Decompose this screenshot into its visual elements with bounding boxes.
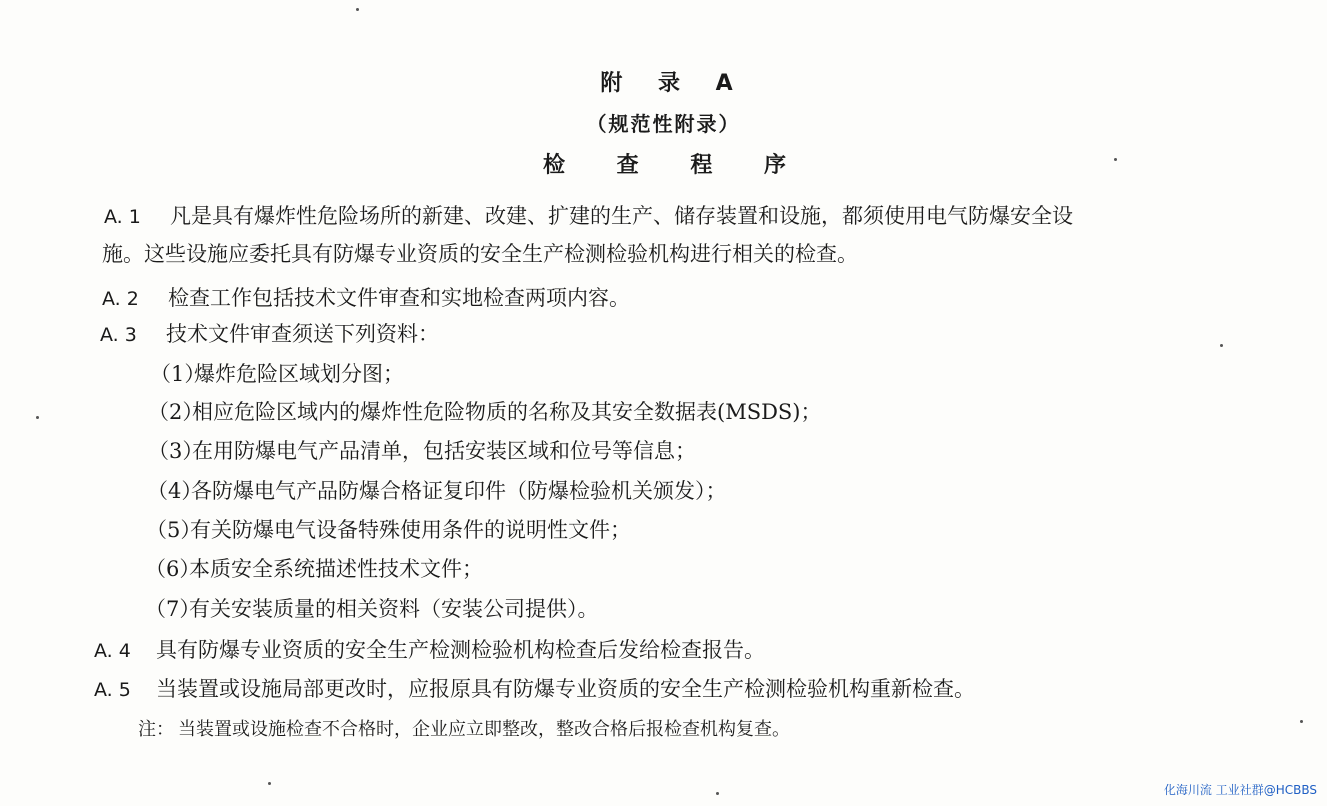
- scan-speck: [1114, 158, 1117, 161]
- clause-number: A. 4: [94, 640, 131, 662]
- list-item: [145, 555, 483, 583]
- clause-a1-line2: 施。这些设施应委托具有防爆专业资质的安全生产检测检验机构进行相关的检查。: [102, 242, 858, 266]
- list-item: [148, 398, 822, 426]
- item-number: （1）: [150, 362, 206, 386]
- clause-a5: [94, 675, 975, 704]
- note-text: 当装置或设施检查不合格时，企业应立即整改，整改合格后报检查机构复查。: [178, 719, 790, 740]
- clause-text: 具有防爆专业资质的安全生产检测检验机构检查后发给检查报告。: [156, 638, 765, 662]
- clause-a4: [94, 636, 765, 665]
- item-text: 各防爆电气产品防爆合格证复印件（防爆检验机关颁发）；: [191, 479, 727, 503]
- item-text: 本质安全系统描述性技术文件；: [189, 557, 483, 581]
- clause-a2: [102, 284, 630, 313]
- item-number: （6）: [145, 557, 201, 581]
- scan-speck: [1220, 344, 1223, 347]
- clause-a3: [100, 320, 439, 349]
- list-item: [148, 437, 696, 465]
- list-item: [150, 360, 404, 388]
- item-number: （3）: [148, 439, 204, 463]
- clause-text: 技术文件审查须送下列资料：: [166, 322, 439, 346]
- scan-speck: [36, 416, 39, 419]
- item-number: （5）: [146, 518, 202, 542]
- item-text: 相应危险区域内的爆炸性危险物质的名称及其安全数据表(MSDS)；: [192, 400, 822, 424]
- item-text: 有关安装质量的相关资料（安装公司提供）。: [189, 597, 599, 621]
- appendix-type: （规范性附录）: [586, 112, 741, 136]
- clause-a1-line1: [104, 202, 1073, 231]
- scan-speck: [356, 8, 359, 11]
- scan-speck: [716, 792, 719, 795]
- clause-text: 检查工作包括技术文件审查和实地检查两项内容。: [168, 286, 630, 310]
- clause-number: A. 2: [102, 288, 139, 310]
- item-number: （4）: [147, 479, 203, 503]
- list-item: [145, 595, 599, 623]
- watermark: 化海川流 工业社群@HCBBS: [1163, 783, 1317, 797]
- item-text: 有关防爆电气设备特殊使用条件的说明性文件；: [190, 518, 631, 542]
- clause-number: A. 3: [100, 324, 137, 346]
- list-item: [146, 516, 631, 544]
- clause-number: A. 1: [104, 206, 141, 228]
- item-number: （7）: [145, 597, 201, 621]
- list-item: [147, 477, 727, 505]
- scan-speck: [268, 782, 271, 785]
- note-label: 注：: [138, 719, 174, 740]
- clause-text: 当装置或设施局部更改时，应报原具有防爆专业资质的安全生产检测检验机构重新检查。: [156, 677, 975, 701]
- scan-speck: [1300, 720, 1303, 723]
- appendix-title: 附 录 A: [600, 71, 747, 96]
- item-number: （2）: [148, 400, 204, 424]
- clause-text: 凡是具有爆炸性危险场所的新建、改建、扩建的生产、储存装置和设施，都须使用电气防爆安全设: [170, 204, 1073, 228]
- section-title: 检 查 程 序: [543, 153, 808, 178]
- item-text: 爆炸危险区域划分图；: [194, 362, 404, 386]
- clause-number: A. 5: [94, 679, 131, 701]
- note: [138, 716, 790, 744]
- item-text: 在用防爆电气产品清单，包括安装区域和位号等信息；: [192, 439, 696, 463]
